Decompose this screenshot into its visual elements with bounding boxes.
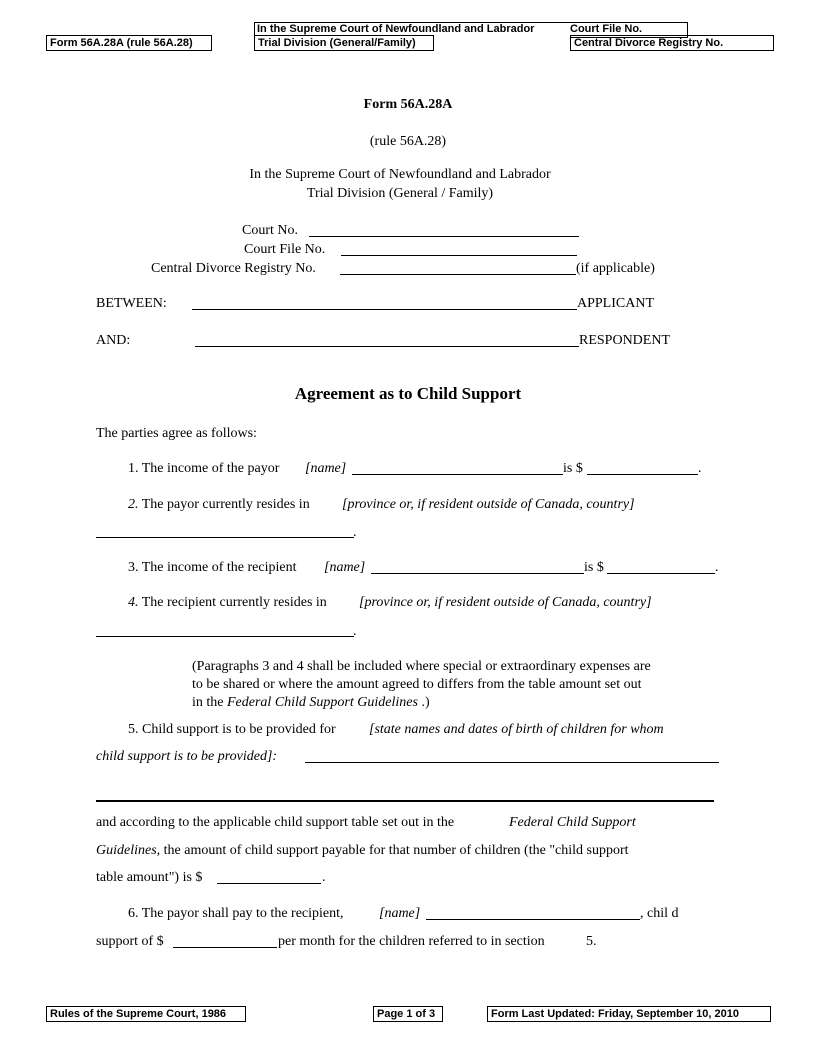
para4-number: 4. <box>128 595 139 610</box>
para6-child: , chil d <box>640 906 679 921</box>
court-header-label: In the Supreme Court of Newfoundland and Labrador <box>257 23 535 35</box>
note-line-3c: .) <box>421 695 430 710</box>
rules-footer-box <box>46 1006 246 1022</box>
form-title: Form 56A.28A <box>363 97 453 112</box>
court-name: In the Supreme Court of Newfoundland and Labrador <box>249 167 551 182</box>
payor-income-field[interactable] <box>587 474 698 475</box>
note-line-2: to be shared or where the amount agreed to differs from the table amount set out <box>192 677 642 692</box>
court-file-label: Court File No. <box>570 23 643 35</box>
para2-hint: [province or, if resident outside of Canada, country] <box>342 497 635 512</box>
division-name: Trial Division (General / Family) <box>306 186 494 201</box>
registry-box <box>570 35 774 51</box>
note-guidelines: Federal Child Support Guidelines <box>227 695 418 710</box>
form-rule: (rule 56A.28) <box>369 134 447 149</box>
recipient-name-field[interactable] <box>371 573 584 574</box>
para2-period: . <box>353 525 357 540</box>
court-file-no-label: Court File No. <box>244 242 326 257</box>
para1-period: . <box>698 461 702 476</box>
recipient-residence-field[interactable] <box>96 636 354 637</box>
para5-line-4: the amount of child support payable for that number of children (the "child support <box>163 843 629 858</box>
para5-period: . <box>322 870 326 885</box>
para4-period: . <box>353 624 357 639</box>
payor-name-field[interactable] <box>352 474 563 475</box>
between-label: BETWEEN: <box>96 296 167 311</box>
division-label: Trial Division (General/Family) <box>258 37 416 49</box>
and-label: AND: <box>96 333 131 348</box>
para2-number: 2. <box>128 497 139 512</box>
updated-footer-box <box>487 1006 771 1022</box>
para4-text: The recipient currently resides in <box>141 595 327 610</box>
para3-period: . <box>715 560 719 575</box>
para1-is-label: is $ <box>563 461 583 476</box>
court-no-field[interactable] <box>309 236 579 237</box>
para5-guidelines-2: Guidelines, <box>96 843 161 858</box>
rules-footer: Rules of the Supreme Court, 1986 <box>50 1008 227 1020</box>
para3-name-hint: [name] <box>324 560 366 575</box>
form-number-box <box>46 35 212 51</box>
para5-guidelines-1: Federal Child Support <box>509 815 636 830</box>
note-line-1: (Paragraphs 3 and 4 shall be included where special or extraordinary expenses are <box>192 659 651 674</box>
agreement-heading: Agreement as to Child Support <box>294 384 522 403</box>
para6-line-2: per month for the children referred to in section <box>278 934 545 949</box>
para6-name-hint: [name] <box>379 906 421 921</box>
para3-is-label: is $ <box>584 560 604 575</box>
para2-text: The payor currently resides in <box>141 497 310 512</box>
table-amount-field[interactable] <box>217 883 321 884</box>
para5-line-3: and according to the applicable child support table set out in the <box>96 815 455 830</box>
children-field-line-2[interactable] <box>96 800 714 802</box>
para5-line-5: table amount") is $ <box>96 870 203 885</box>
registry-no-label: Central Divorce Registry No. <box>151 261 316 276</box>
registry-no-field[interactable] <box>340 274 576 275</box>
monthly-support-field[interactable] <box>173 947 277 948</box>
payor-residence-field[interactable] <box>96 537 354 538</box>
para4-hint: [province or, if resident outside of Canada, country] <box>359 595 652 610</box>
para6-text: 6. The payor shall pay to the recipient, <box>128 906 344 921</box>
note-line-3a: in the <box>192 695 224 710</box>
court-no-label: Court No. <box>242 223 298 238</box>
page-indicator: Page 1 of 3 <box>377 1008 436 1020</box>
para1-text: 1. The income of the payor <box>128 461 280 476</box>
last-updated: Form Last Updated: Friday, September 10, 2010 <box>491 1008 739 1020</box>
if-applicable-note: (if applicable) <box>576 261 655 276</box>
respondent-field[interactable] <box>195 346 579 347</box>
para5-hint-2: child support is to be provided]: <box>96 749 278 764</box>
para1-name-hint: [name] <box>305 461 347 476</box>
registry-label: Central Divorce Registry No. <box>574 37 724 49</box>
para5-hint-1: [state names and dates of birth of children for whom <box>369 722 664 737</box>
form-number-label: Form 56A.28A (rule 56A.28) <box>50 37 193 49</box>
intro-text: The parties agree as follows: <box>96 426 257 441</box>
applicant-label: APPLICANT <box>577 296 655 311</box>
page-footer-box <box>373 1006 443 1022</box>
para3-text: 3. The income of the recipient <box>128 560 297 575</box>
applicant-field[interactable] <box>192 309 577 310</box>
recipient-income-field[interactable] <box>607 573 715 574</box>
para6-section: 5. <box>586 934 597 949</box>
court-file-no-field[interactable] <box>341 255 577 256</box>
para6-recipient-field[interactable] <box>426 919 640 920</box>
children-field-line-1[interactable] <box>305 762 719 763</box>
respondent-label: RESPONDENT <box>579 333 671 348</box>
para6-support-of: support of $ <box>96 934 164 949</box>
para5-text: 5. Child support is to be provided for <box>128 722 336 737</box>
division-box <box>254 35 434 51</box>
